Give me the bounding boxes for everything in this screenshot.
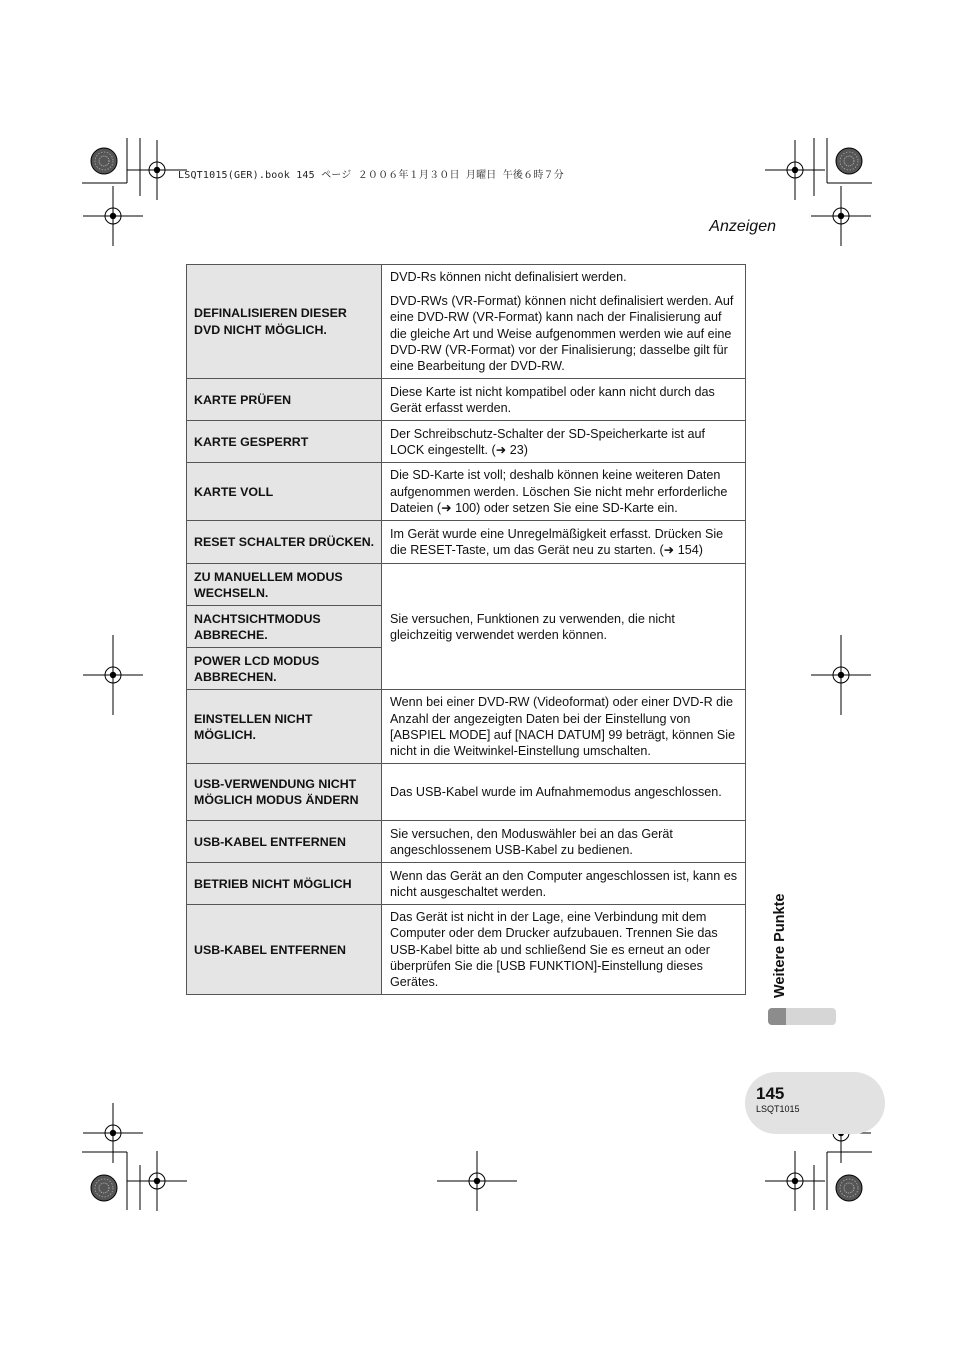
table-row	[187, 863, 746, 905]
print-header: LSQT1015(GER).book 145 ページ ２００６年１月３０日 月曜日 午後６時７分	[178, 170, 564, 181]
table-row	[187, 265, 746, 379]
registration-cross-icon	[83, 186, 143, 246]
message-description: Die SD-Karte ist voll; deshalb können keine weiteren Daten aufgenommen werden. Löschen Sie nicht mehr erforderliche Dateien (➜ 100) oder setzen Sie eine SD-Karte ein.	[382, 463, 746, 521]
message-key: KARTE GESPERRT	[187, 421, 382, 463]
message-key: NACHTSICHTMODUS ABBRECHE.	[187, 606, 382, 648]
message-description: Der Schreibschutz-Schalter der SD-Speicherkarte ist auf LOCK eingestellt. (➜ 23)	[382, 421, 746, 463]
table-row	[187, 463, 746, 521]
registration-cross-icon	[811, 186, 871, 246]
message-description: Diese Karte ist nicht kompatibel oder kann nicht durch das Gerät erfasst werden.	[382, 379, 746, 421]
registration-cross-icon	[83, 1103, 143, 1163]
message-description: Im Gerät wurde eine Unregelmäßigkeit erfasst. Drücken Sie die RESET-Taste, um das Gerät neu zu starten. (➜ 154)	[382, 521, 746, 564]
table-row	[187, 521, 746, 564]
registration-wheel-icon	[836, 1175, 862, 1201]
message-description: Sie versuchen, den Moduswähler bei an das Gerät angeschlossenem USB-Kabel zu bedienen.	[382, 821, 746, 863]
message-key: KARTE PRÜFEN	[187, 379, 382, 421]
message-key: ZU MANUELLEM MODUS WECHSELN.	[187, 564, 382, 606]
page-number: 145	[756, 1084, 785, 1103]
message-description: Das USB-Kabel wurde im Aufnahmemodus angeschlossen.	[382, 764, 746, 821]
side-tab-label: Weitere Punkte	[772, 893, 788, 998]
table-row	[187, 379, 746, 421]
registration-wheel-icon	[836, 148, 862, 174]
message-key: POWER LCD MODUS ABBRECHEN.	[187, 648, 382, 690]
message-key: USB-KABEL ENTFERNEN	[187, 905, 382, 995]
registration-wheel-icon	[91, 1175, 117, 1201]
section-indicator-active	[768, 1008, 786, 1025]
message-key: KARTE VOLL	[187, 463, 382, 521]
message-key: BETRIEB NICHT MÖGLICH	[187, 863, 382, 905]
message-key: USB-VERWENDUNG NICHT MÖGLICH MODUS ÄNDERN	[187, 764, 382, 821]
description-paragraph: DVD-Rs können nicht definalisiert werden.	[390, 270, 627, 284]
table-row	[187, 905, 746, 995]
section-title: Anzeigen	[709, 218, 776, 235]
registration-wheel-icon	[91, 148, 117, 174]
message-key: DEFINALISIEREN DIESER DVD NICHT MÖGLICH.	[187, 265, 382, 379]
message-key: USB-KABEL ENTFERNEN	[187, 821, 382, 863]
side-tab	[752, 880, 792, 1000]
message-description: Wenn bei einer DVD-RW (Videoformat) oder einer DVD-R die Anzahl der angezeigten Daten bei der Einstellung von [ABSPIEL MODE] auf [NACH DATUM] 99 beträgt, können Sie nicht in die Weitwinkel-Einstellung umschalten.	[382, 690, 746, 764]
table-row	[187, 421, 746, 463]
page-code: LSQT1015	[756, 1104, 800, 1114]
table-row	[187, 564, 746, 606]
registration-cross-icon	[765, 1151, 825, 1211]
message-description: Das Gerät ist nicht in der Lage, eine Verbindung mit dem Computer oder dem Drucker aufzubauen. Trennen Sie das USB-Kabel bitte ab und schließend Sie es erneut an oder überprüfen Sie die [USB FUNKTION]-Einstellung dieses Gerätes.	[382, 905, 746, 995]
table-row	[187, 821, 746, 863]
registration-cross-icon	[765, 140, 825, 200]
message-description	[382, 265, 746, 379]
message-key: EINSTELLEN NICHT MÖGLICH.	[187, 690, 382, 764]
table-row	[187, 764, 746, 821]
message-description: Wenn das Gerät an den Computer angeschlossen ist, kann es nicht ausgeschaltet werden.	[382, 863, 746, 905]
messages-table	[186, 264, 746, 995]
message-key: RESET SCHALTER DRÜCKEN.	[187, 521, 382, 564]
message-description: Sie versuchen, Funktionen zu verwenden, die nicht gleichzeitig verwendet werden können.	[382, 564, 746, 690]
description-paragraph: DVD-RWs (VR-Format) können nicht definalisiert werden. Auf eine DVD-RW (VR-Format) kann nach der Finalisierung auf die gleiche Art und Weise aufgenommen werden wie auf eine DVD-RW (VR-Format) vor der Finalisierung; dasselbe gilt für eine Bearbeitung der DVD-RW.	[390, 294, 734, 374]
registration-cross-icon	[127, 1151, 187, 1211]
table-row	[187, 690, 746, 764]
